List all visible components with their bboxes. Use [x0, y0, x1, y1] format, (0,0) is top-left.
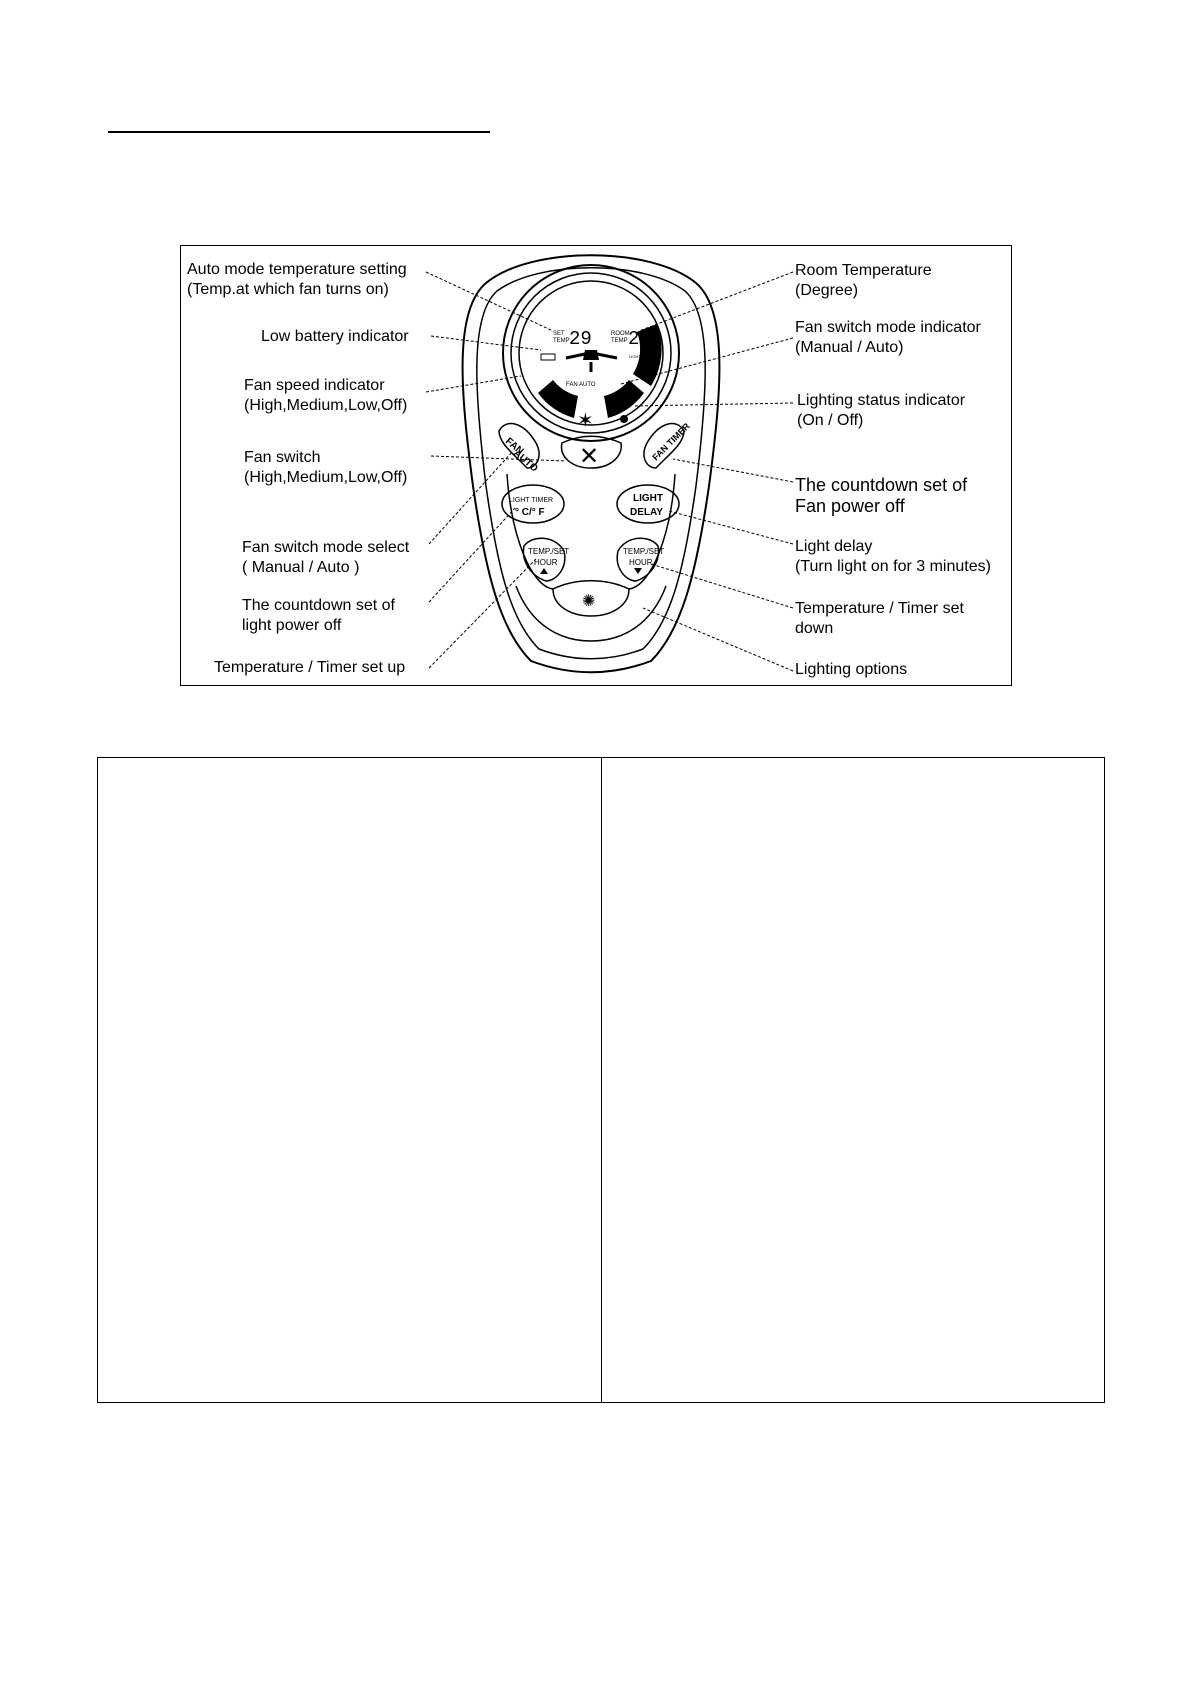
- light-delay-indicator: LIGHT DELAY: [629, 354, 655, 359]
- label-mode-select: Fan switch mode select ( Manual / Auto ): [242, 539, 410, 576]
- temp-down-button-label-2[interactable]: HOUR: [629, 558, 653, 567]
- temp-up-button-label-1[interactable]: TEMP./SET: [528, 547, 570, 556]
- display-star-icon: ✶: [577, 408, 594, 432]
- label-room-temp: Room Temperature (Degree): [795, 262, 932, 299]
- display-bulb-icon: [620, 415, 628, 423]
- fan-auto-button-label-1[interactable]: FAN: [503, 435, 526, 458]
- label-temp-down: Temperature / Timer set down: [795, 600, 964, 637]
- light-delay-button-label-1[interactable]: LIGHT: [633, 493, 663, 504]
- temp-down-arrow-icon: [634, 568, 642, 574]
- remote-mid-curve: [507, 474, 675, 589]
- label-lighting-options: Lighting options: [795, 661, 908, 678]
- temp-up-arrow-icon: [540, 568, 548, 574]
- remote-diagram: [180, 245, 1012, 686]
- set-label: SET: [553, 331, 565, 337]
- set-temp-label: TEMP: [553, 338, 570, 344]
- label-low-battery: Low battery indicator: [261, 328, 409, 345]
- fan-button-icon[interactable]: ✕: [579, 442, 600, 470]
- room-label: ROOM: [611, 331, 630, 337]
- set-temp-value: 29: [569, 328, 592, 350]
- label-auto-temp: Auto mode temperature setting (Temp.at which fan turns on): [187, 261, 407, 298]
- light-timer-button-label-2[interactable]: ° C/° F: [515, 507, 545, 518]
- fan-auto-indicator: FAN AUTO: [566, 382, 596, 388]
- leader-lines: [426, 272, 793, 671]
- empty-table: [97, 757, 1105, 1403]
- label-fan-countdown: The countdown set of Fan power off: [795, 475, 968, 516]
- label-light-countdown: The countdown set of light power off: [242, 597, 395, 634]
- label-fan-speed: Fan speed indicator (High,Medium,Low,Off): [244, 377, 408, 414]
- room-temp-label: TEMP: [611, 338, 628, 344]
- display-fan-hub: [583, 350, 599, 360]
- label-temp-up: Temperature / Timer set up: [214, 659, 406, 676]
- label-fan-switch: Fan switch (High,Medium,Low,Off): [244, 449, 408, 486]
- lighting-button-icon[interactable]: ✺: [582, 591, 596, 610]
- battery-icon: [541, 354, 555, 360]
- fan-auto-button-label-2[interactable]: AUTO: [511, 447, 540, 475]
- label-light-delay: Light delay (Turn light on for 3 minutes): [795, 538, 991, 575]
- light-delay-button-label-2[interactable]: DELAY: [630, 507, 663, 518]
- label-mode-indicator: Fan switch mode indicator (Manual / Auto): [795, 319, 981, 356]
- title-underline: [108, 131, 490, 133]
- speed-arc-right: [604, 380, 644, 418]
- table-cell-right: [602, 758, 1104, 1402]
- room-temp-value: 28: [628, 328, 651, 350]
- light-timer-button-label-1[interactable]: LIGHT TIMER: [509, 497, 554, 504]
- label-light-status: Lighting status indicator (On / Off): [797, 392, 966, 429]
- fan-timer-button-label[interactable]: FAN TIMER: [650, 421, 692, 463]
- table-cell-left: [98, 758, 602, 1402]
- temp-down-button-label-1[interactable]: TEMP./SET: [623, 547, 665, 556]
- temp-up-button-label-2[interactable]: HOUR: [534, 558, 558, 567]
